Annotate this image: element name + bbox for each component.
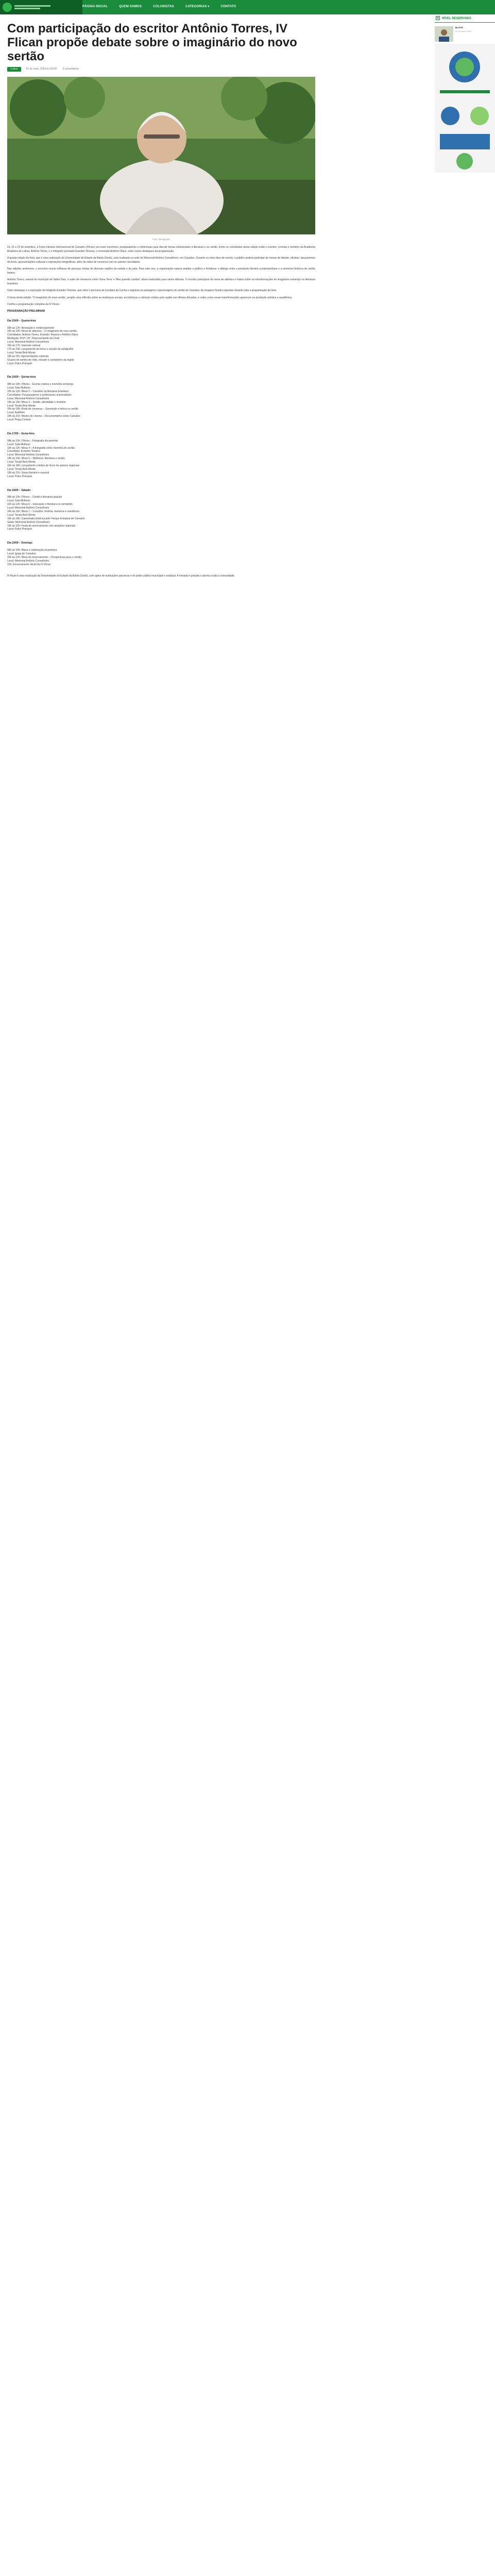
site-logo-icon[interactable] xyxy=(0,0,82,14)
closing-paragraph: A Flican é uma realização da Universidade do Estado da Bahia (Uneb), com apoio de instituições parceiras e do poder público municipal e estadual. A entrada é gratuita e aberta a toda a comunidade. xyxy=(7,574,235,578)
paragraph: Outro destaque é a exposição do fotógrafo Evandro Teixeira, que refez o percurso de Euclides da Cunha e registrou as paisagens e personagens do sertão de Canudos. As imagens ficarão expostas durante toda a programação da feira. xyxy=(7,289,277,293)
news-icon xyxy=(436,16,440,20)
nav-contact[interactable]: CONTATO xyxy=(220,5,236,9)
nav-home[interactable]: PÁGINA INICIAL xyxy=(82,5,108,9)
sidebar-title-text: NÍVEL RESERVADO xyxy=(442,17,471,20)
article-body xyxy=(7,245,315,579)
article xyxy=(7,22,315,581)
sidebar-item[interactable] xyxy=(435,26,495,42)
paragraph: A quarta edição da feira, que é uma realização da Universidade do Estado da Bahia (Uneb), será realizada na sede do Memorial Antônio Conselheiro, em Canudos. Durante os cinco dias de evento, o público poderá participar de mesas de debate, oficinas, lançamentos de livros, apresentações culturais e exposições fotográficas, além de rodas de conversa com os autores convidados. xyxy=(7,256,315,264)
sidebar xyxy=(435,15,495,191)
section-title: PROGRAMAÇÃO PRELIMINAR xyxy=(7,309,45,313)
program-day-title: Dia 19/09 – Domingo xyxy=(7,541,32,545)
article-comments[interactable]: 0 comentários xyxy=(62,67,79,71)
nav-categories[interactable]: CATEGORIAS ▾ xyxy=(185,5,210,9)
hero-photo-icon xyxy=(7,77,315,234)
program-day xyxy=(7,485,315,535)
sidebar-item-title: ELAYS xyxy=(455,26,463,29)
article-meta xyxy=(7,67,315,72)
program-day xyxy=(7,372,315,426)
paragraph: O tema desta edição, 'O imaginário do novo sertão', propõe uma reflexão sobre as mudanças sociais, econômicas e culturais vividas pela região nas últimas décadas, e sobre como essas transformações aparecem na produção artística e acadêmica. xyxy=(7,296,293,299)
paragraph: Nas edições anteriores, o encontro reuniu milhares de pessoas vindas de diversas regiões do estado e do país. Para este ano, a organização espera ampliar o público e fortalecer o diálogo entre a produção literária contemporânea e a memória histórica do sertão baiano. xyxy=(7,267,315,275)
sidebar-title xyxy=(435,15,495,23)
category-badge[interactable]: Cultura xyxy=(7,67,21,72)
program-day-lines: 08h às 10h: Oficina – Escrita criativa e memória sertaneja Local: Sala Multiuso 10h às 12h: Mesa 2 – Canudos na literatura brasileira Convidados: Pesquisadores e professores universitários Local: Memorial Antônio Conselheiro 14h às 16h: Mesa 3 – Sertão, identidade e território Local: Tenda Belo Monte 16h às 18h: Roda de conversa – Juventude e leitura no sertão Local: Auditório 19h às 21h: Mostra de cinema – Documentários sobre Canudos Local: Praça Central xyxy=(7,383,80,422)
thumbnail-icon xyxy=(435,26,453,42)
program-day-title: Dia 15/09 – Quarta-feira xyxy=(7,319,36,323)
program-day-title: Dia 17/09 – Sexta-feira xyxy=(7,432,35,435)
program-day xyxy=(7,538,315,570)
program-day-lines: 08h às 10h: Oficina – Cordel e literatura popular Local: Sala Multiuso 10h às 12h: Mesa 6 – Educação e literatura no semiárido Local: Memorial Antônio Conselheiro 14h às 16h: Mesa 7 – Canudos: história, memória e resistência Local: Tenda Belo Monte 16h às 18h: Caminhada histórica pelo Parque Estadual de Canudos Saída: Memorial Antônio Conselheiro 19h às 22h: Festa de encerramento com atrações regionais Local: Palco Principal xyxy=(7,496,85,531)
program-day xyxy=(7,316,315,369)
program-day-lines: 08h às 10h: Oficina – Fotografia documental Local: Sala Multiuso 10h às 12h: Mesa 4 – A fotografia como memória do sertão Convidado: Evandro Teixeira Local: Memorial Antônio Conselheiro 14h às 16h: Mesa 5 – Mulheres, literatura e sertão Local: Tenda Belo Monte 16h às 18h: Lançamento coletivo de livros de autores regionais Local: Tenda Belo Monte 19h às 21h: Sarau literário e musical Local: Palco Principal xyxy=(7,439,80,478)
paragraph: De 15 a 19 de setembro, a Feira Literária Internacional de Canudos (Flican) vai reunir escritores, pesquisadores e intelectuais para discutir temas relacionados à literatura e ao sertão. Entre os convidados desta edição estão o escritor, cronista e membro da Academia Brasileira de Letras, Antônio Torres, e o fotógrafo premiado Evandro Teixeira, o renomado Antônio Olavo, entre outros destaques da programação. xyxy=(7,245,315,253)
hero-caption: Foto: Divulgação xyxy=(152,238,170,241)
program-day xyxy=(7,429,315,482)
article-date: 01 de maio, 2024 às 09:00 xyxy=(26,67,57,71)
paragraph: Antônio Torres, natural do município de Sátiro Dias, é autor de romances como 'Essa Terra' e 'Meu querido canibal', obras traduzidas para vários idiomas. O escritor participará da mesa de abertura e falará sobre as transformações do imaginário sertanejo na literatura brasileira. xyxy=(7,278,315,286)
program-day-title: Dia 18/09 – Sábado xyxy=(7,488,31,492)
sidebar-banner-icon[interactable] xyxy=(435,44,495,173)
sidebar-item-date: 01 de maio, 2024 xyxy=(455,30,471,33)
program-day-title: Dia 16/09 – Quinta-feira xyxy=(7,376,36,379)
nav-columnists[interactable]: COLUNISTAS xyxy=(153,5,174,9)
paragraph: Confira a programação completa da IV Flican: xyxy=(7,302,60,306)
article-title: Com participação do escritor Antônio Torres, IV Flican propõe debate sobre o imaginário do novo sertão xyxy=(7,22,297,63)
program-day-lines: 09h às 12h: Recepção e credenciamento 14h às 16h: Mesa de abertura – O imaginário do novo sertão Convidados: Antônio Torres, Evandro Teixeira e Antônio Olavo Mediação: Profª. Drª. Representante da Uneb Local: Memorial Antônio Conselheiro 16h às 17h: Intervalo cultural 17h às 19h: Lançamento de livros e sessão de autógrafos Local: Tenda Belo Monte 19h às 21h: Apresentações culturais Grupos de samba de roda, reisado e cantadores da região Local: Palco Principal xyxy=(7,326,78,365)
program-day-lines: 08h às 10h: Missa e celebração ecumênica Local: Igreja de Canudos 10h às 12h: Mesa de encerramento – Perspectivas para o sertão Local: Memorial Antônio Conselheiro 12h: Encerramento oficial da IV Flican xyxy=(7,549,81,566)
nav-about[interactable]: QUEM SOMOS xyxy=(119,5,142,9)
top-navigation xyxy=(0,0,495,14)
